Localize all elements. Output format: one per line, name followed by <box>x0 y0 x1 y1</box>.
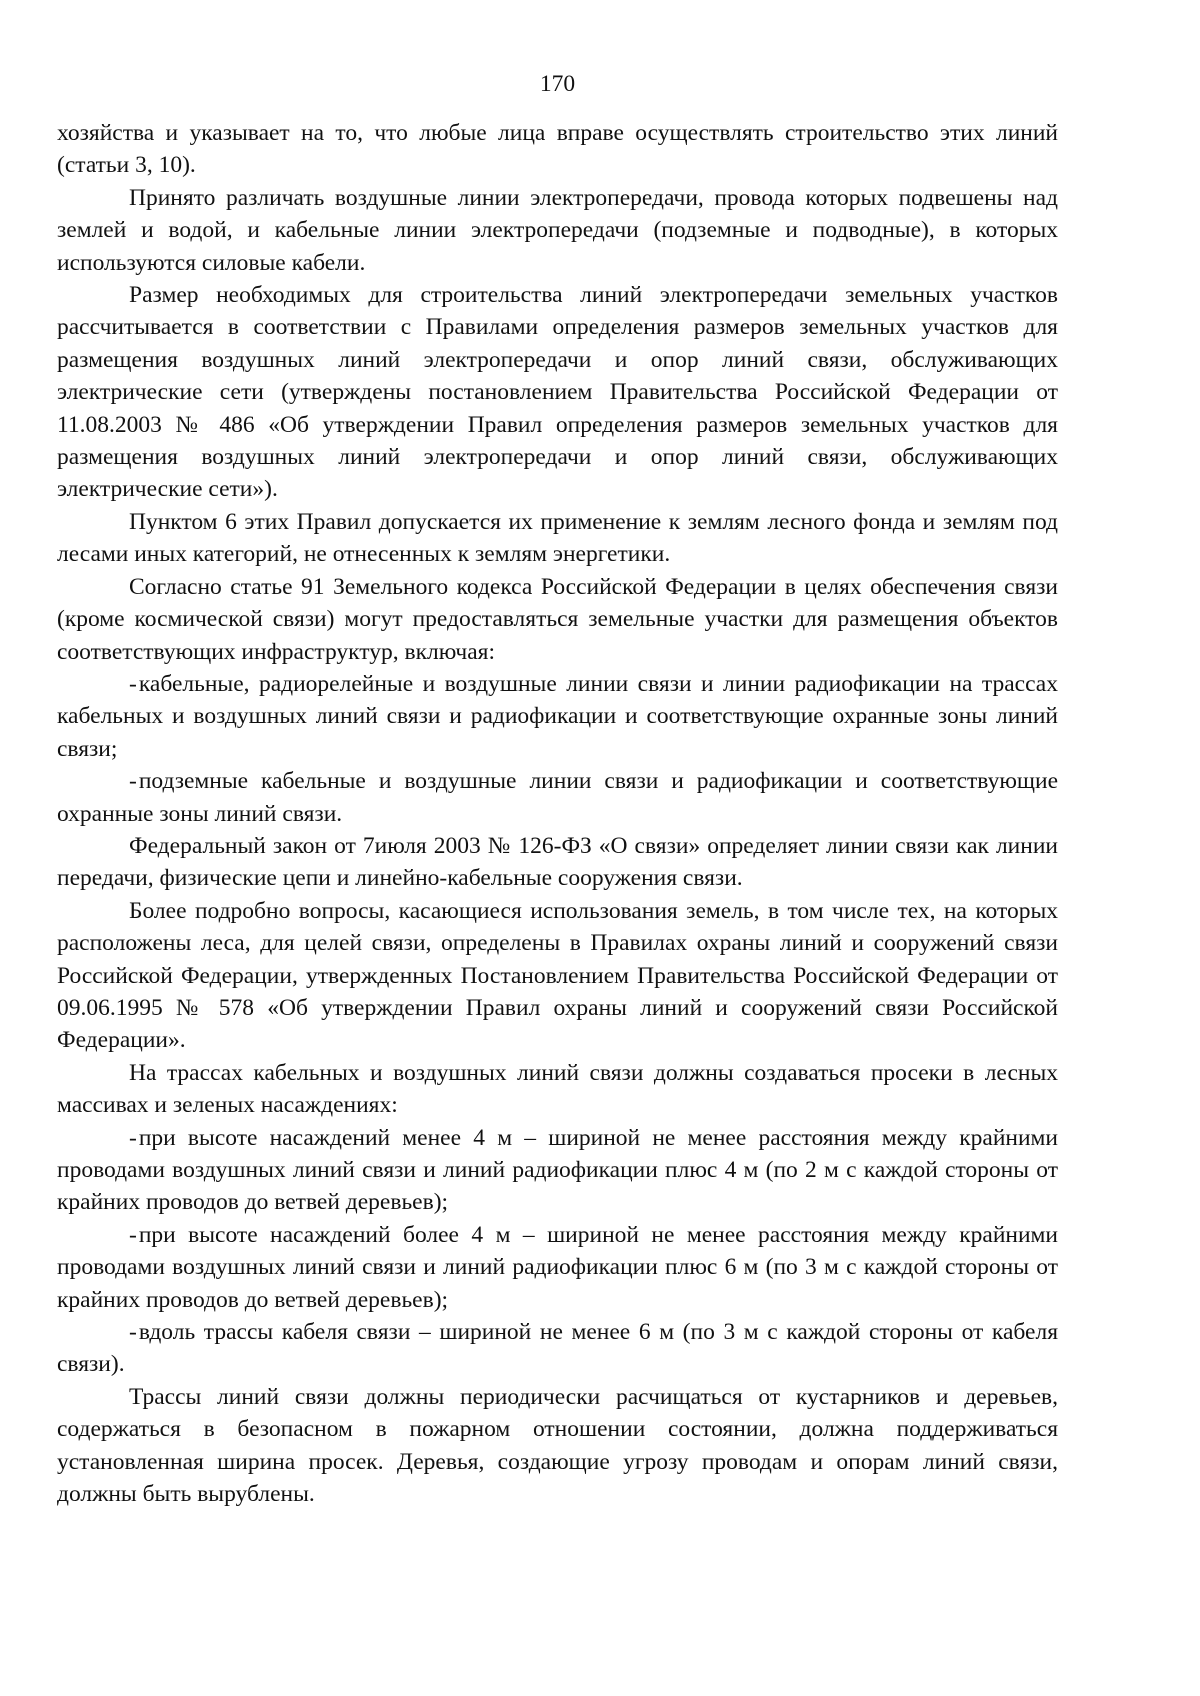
list-item-1 <box>57 668 1058 765</box>
list-item-5 <box>57 1316 1058 1381</box>
paragraph-2 <box>57 182 1058 279</box>
list-dash: - <box>129 1319 137 1346</box>
list-dash: - <box>129 1221 137 1248</box>
paragraph-1 <box>57 117 1058 182</box>
document-body <box>57 117 1058 1510</box>
list-item-text: при высоте насаждений более 4 м – шириной не менее расстояния между крайними проводами воздушных линий связи и линий радиофикации плюс 6 м (по 3 м с каждой стороны от крайних проводов до ветвей деревьев); <box>57 1221 1058 1313</box>
paragraph-text: Трассы линий связи должны периодически расчищаться от кустарников и деревьев, содержаться в безопасном в пожарном отношении состоянии, должна поддерживаться установленная ширина просек. Деревья, создающие угрозу проводам и опорам линий связи, должны быть вырублены. <box>57 1383 1058 1508</box>
paragraph-text: Пунктом 6 этих Правил допускается их применение к землям лесного фонда и землям под лесами иных категорий, не отнесенных к землям энергетики. <box>57 508 1058 568</box>
list-item-3 <box>57 1122 1058 1219</box>
list-item-4 <box>57 1219 1058 1316</box>
paragraph-5 <box>57 571 1058 668</box>
paragraph-text: Размер необходимых для строительства линий электропередачи земельных участков рассчитывается в соответствии с Правилами определения размеров земельных участков для размещения воздушных линий электропередачи и опор линий связи, обслуживающих электрические сети (утверждены постановлением Правительства Российской Федерации от 11.08.2003 № 486 «Об утверждении Правил определения размеров земельных участков для размещения воздушных линий электропередачи и опор линий связи, обслуживающих электрические сети»). <box>57 282 1058 503</box>
paragraph-text: Федеральный закон от 7июля 2003 № 126-ФЗ «О связи» определяет линии связи как линии передачи, физические цепи и линейно-кабельные сооружения связи. <box>57 832 1058 892</box>
paragraph-text: На трассах кабельных и воздушных линий связи должны создаваться просеки в лесных массивах и зеленых насаждениях: <box>57 1059 1058 1119</box>
paragraph-3 <box>57 279 1058 506</box>
list-item-2 <box>57 765 1058 830</box>
list-dash: - <box>129 1124 137 1151</box>
paragraph-text: Принято различать воздушные линии электропередачи, провода которых подвешены над землей и водой, и кабельные линии электропередачи (подземные и подводные), в которых используются силовые кабели. <box>57 184 1058 276</box>
paragraph-8 <box>57 1057 1058 1122</box>
list-dash: - <box>129 670 137 697</box>
paragraph-7 <box>57 895 1058 1057</box>
list-item-text: вдоль трассы кабеля связи – шириной не менее 6 м (по 3 м с каждой стороны от кабеля связи). <box>57 1319 1058 1378</box>
list-item-text: подземные кабельные и воздушные линии связи и радиофикации и соответствующие охранные зоны линий связи. <box>57 768 1058 827</box>
list-item-text: при высоте насаждений менее 4 м – шириной не менее расстояния между крайними проводами воздушных линий связи и линий радиофикации плюс 4 м (по 2 м с каждой стороны от крайних проводов до ветвей деревьев); <box>57 1124 1058 1216</box>
paragraph-text: хозяйства и указывает на то, что любые лица вправе осуществлять строительство этих линий (статьи 3, 10). <box>57 120 1058 179</box>
paragraph-text: Более подробно вопросы, касающиеся использования земель, в том числе тех, на которых расположены леса, для целей связи, определены в Правилах охраны линий и сооружений связи Российской Федерации, утвержденных Постановлением Правительства Российской Федерации от 09.06.1995 № 578 «Об утверждении Правил охраны линий и сооружений связи Российской Федерации». <box>57 897 1058 1054</box>
paragraph-4 <box>57 506 1058 571</box>
paragraph-6 <box>57 830 1058 895</box>
list-dash: - <box>129 768 137 795</box>
document-page <box>57 0 1058 1696</box>
list-item-text: кабельные, радиорелейные и воздушные линии связи и линии радиофикации на трассах кабельных и воздушных линий связи и радиофикации и соответствующие охранные зоны линий связи; <box>57 670 1058 762</box>
paragraph-text: Согласно статье 91 Земельного кодекса Российской Федерации в целях обеспечения связи (кроме космической связи) могут предоставляться земельные участки для размещения объектов соответствующих инфраструктур, включая: <box>57 573 1058 665</box>
paragraph-9 <box>57 1381 1058 1511</box>
page-number: 170 <box>539 71 576 97</box>
